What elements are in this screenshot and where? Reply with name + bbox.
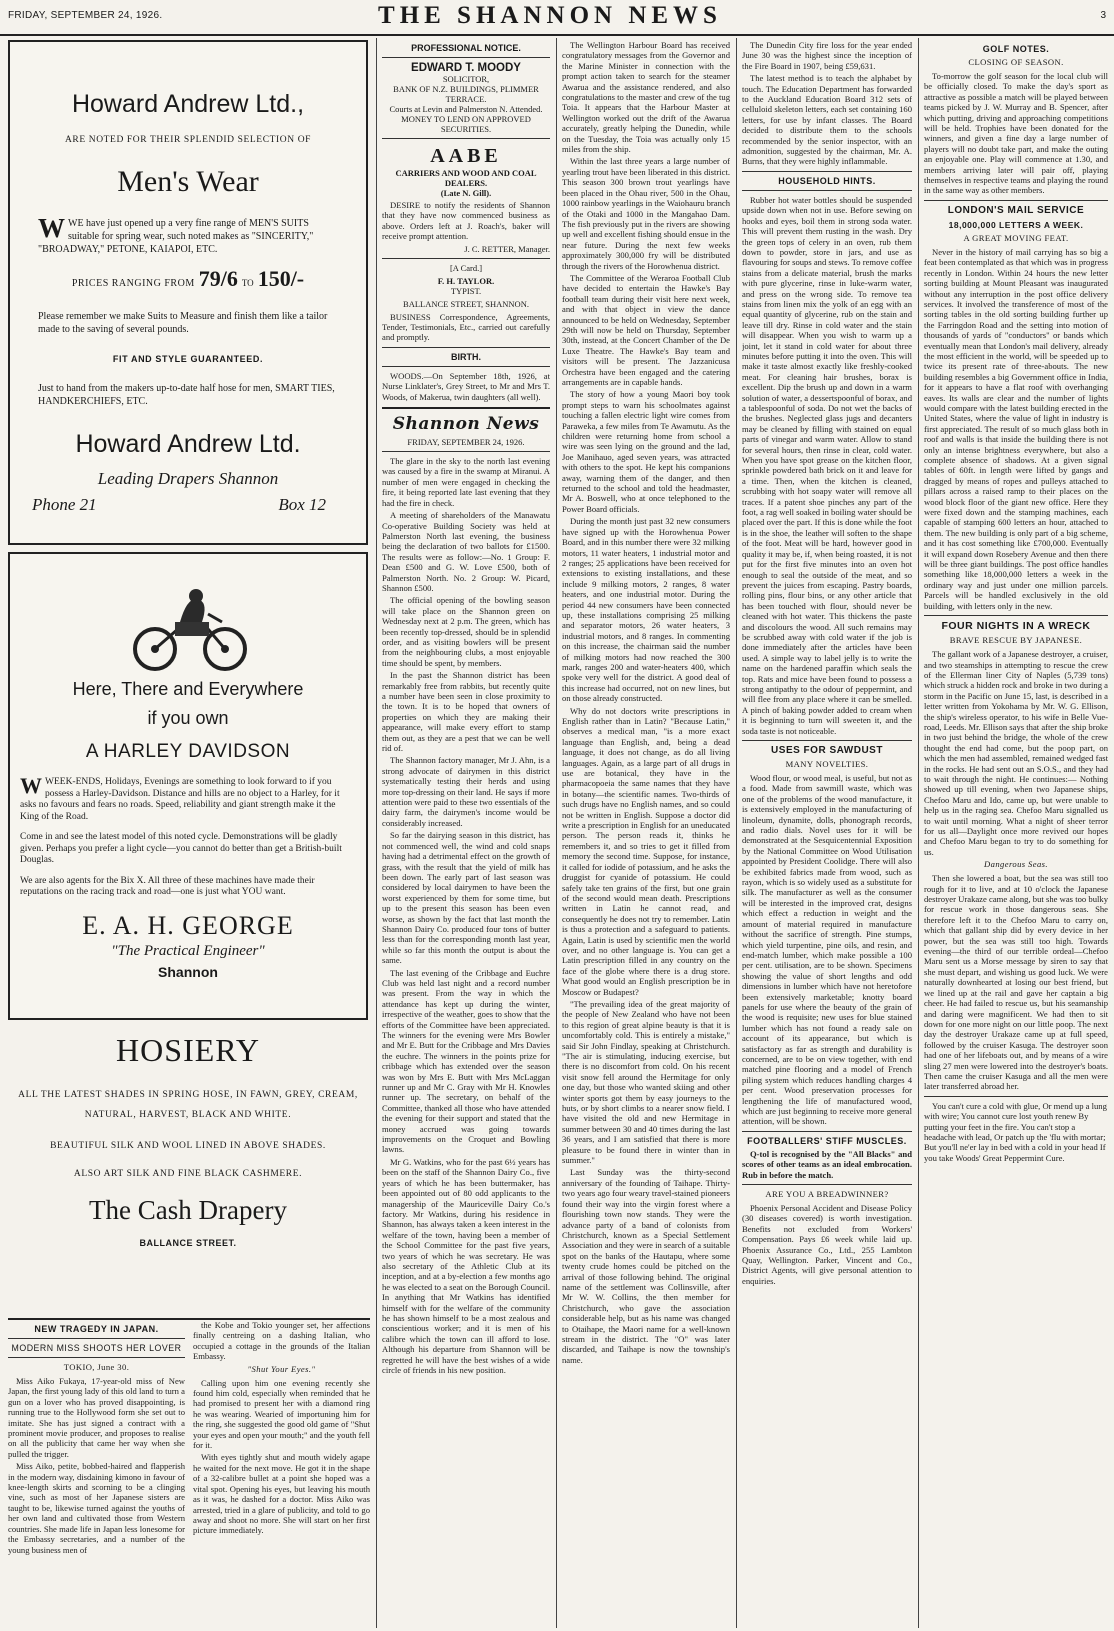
ad-box: Box 12 [278, 495, 326, 514]
breadwinner-headline: ARE YOU A BREADWINNER? [765, 1189, 889, 1200]
issue-date: FRIDAY, SEPTEMBER 24, 1926. [8, 10, 163, 21]
wreck-headline: FOUR NIGHTS IN A WRECK [941, 620, 1091, 633]
store-street: BALLANCE STREET. [139, 1238, 237, 1248]
column-3 [562, 40, 730, 1628]
ad-body: WWE have just opened up a very fine range of MEN'S SUITS suitable for spring wear, such noted makes as "SINCERITY," "BROADWAY," PETONE, KAIAPOI, ETC. [38, 213, 314, 255]
column-rule [376, 38, 377, 1628]
divider [742, 740, 912, 741]
article-subhead: MODERN MISS SHOOTS HER LOVER [11, 1343, 182, 1353]
motorcycle-illustration [130, 584, 250, 674]
divider [382, 258, 550, 259]
dealer-name: E. A. H. GEORGE [82, 910, 294, 940]
ad-line2: if you own [147, 708, 229, 728]
column-5: GOLF NOTES. CLOSING OF SEASON. To-morrow the golf season for the local club will be officially closed. To make the day's sport as attractive as possible a match will be played between teams picked by J. W. Murray and B. Spencer, after which putting, driving and approaching competitions will be held. Trophies have been donated for the winners, and given a fine day a large number of players will no doubt take part, and make the outing an enjoyable one. Play will commence at 1.30, and members arriving later will pair off, playing themselves in respective teams and playing the round in the same way as other members. LONDON'S MAIL SERVICE 18,000,000 LETTERS A WEEK. A GREAT MOVING FEAT. Never in the history of mail carrying has so big a feat been contemplated as that which was in progress recently in London. Within 24 hours the new letter sorting building at Mount Pleasant was inaugurated without any interruption in the post office delivery services. It involved the transference of most of the sorting tables in the old sorting building further up the Farringdon Road and the setting into motion of thousands of yards of "conductors" or bands which eventually mean that London's mail delivery, already the most efficient in the world, will be speeded up to twice its present rate of three-abouts. The new building resembles a big Government office in India, for it appears to have a flat roof with overhanging eaves. Its walls are clear and the number of lights would compare with the latest building erected in the United States, where the value of light in industry is first appreciated. The result of so much glass both in roof and walls is that inside the building there is not only an intense brightness everywhere, but also a complete absence of shadows. At a given signal tables of 60ft. in length were lifted by gangs and dragged by means of ropes and pulleys attached to pillars across a raised ramp to their places on the wood block floor of the giant new office. Here they were fixed down and the stamping machines, each capable of stamping 600 letters an hour, attached to them. The new building is only part of a big scheme, and it has cost something like £700,000. Eventually it will expand down Rosebery Avenue and then there will be three giant buildings. The post office handles something like 18,000,000 letters a week in the ordinary way and just under one million parcels. Parcels will be handled exclusively in the old building, with letters only in the new. FOUR NIGHTS IN A WRECK BRAVE RESCUE BY JAPANESE. The gallant work of a Japanese destroyer, a cruiser, and two steamships in attempting to rescue the crew of the Ellerman liner City of Naples (5,739 tons) which struck a hidden rock and broke in two during a storm in the Pacific on June 15, last, is described in a letter written from Yokohama by Mr. W. G. Ellison, the ship's wireless operator, to his wife in Belle Vue-road, Leeds. Mr. Ellison says that after the ship broke in two just behind the bridge, the whole of the crew thought the end had come, but the poop part, on which the men had assembled, remained wedged fast in the rocks. He had sent out an S.O.S., and they had to wait through the night. He continues:— Nothing showed up till evening, when two Japanese ships, Chefoo Maru and Ido, came up, but were unable to help us in the raging sea. Chefoo Maru signalled us to wait until morning. What a night of sheer terror for us all—Daylight once more revived our hopes and Chefoo Maru began to try to do something for us. Dangerous Seas. Then she lowered a boat, but the sea was still too rough for it to live, and at 10 o'clock the Japanese destroyer Urakaze came along, but she was too bulky for rescue work in those dangerous seas. She therefore left it to the Chefoo Maru to carry on, which that gallant ship did by every device in her power, but the sea was still too high. Towards evening—the third of our terrible ordeal—Chefoo Maru sent us a Morse message by siren to say that she must depart, and wishing us good luck. We were naturally downhearted at losing our best friend, but we lined up at the rail and gave her captain a big cheer. He had failed to rescue us, but his seamanship and daring were magnificent. We had then to sit down for one more night on our little poop. The next day the destroyer Urakaze came up at full speed, followed by the cruiser Kasuga. The destroyer soon had one of her lifeboats out, and by means of a wire sling 27 men were lowered into the destroyer's boats. Then came the cruiser Kasuga and all the men were later transferred abroad her. You can't cure a cold with glue, Or mend up a lung with wire; You cannot cure lost youth renew By putting your feet in the fire. You can't stop a headache with lead, Or patch up the 'flu with mortar; But you'll ne'er lay in bed with a cold in your head If you take Woods' Great Peppermint Cure. [924, 44, 1108, 1163]
divider [382, 407, 550, 409]
ad-body-p2: Come in and see the latest model of this noted cycle. Demonstrations will be gladly given. Perhaps you prefer a light cycle—you cannot do better than get a British-built Douglas. [20, 832, 342, 865]
store-name: The Cash Drapery [89, 1195, 287, 1225]
ad-prices: PRICES RANGING FROM 79/6 TO 150/- [71, 266, 305, 291]
professional-notice-head: PROFESSIONAL NOTICE. [411, 43, 521, 53]
article-body: Miss Aiko Fukaya, 17-year-old miss of New Japan, the first young lady of this old land to turn a gun on a lover who has proved disappointing, is running true to the Hollywood form she set out to imitate. She has just signed a contract with a prominent movie producer, and proposes to realise on all the publicity that came her way when she pulled the trigger. Miss Aiko, petite, bobbed-haired and flapperish in the modern way, disdaining kimono in favour of knee-length skirts and scorning to be a clinging vine, such as most of her Japanese sisters are taught to be, likewise turned against the youths of her own land and cultivated those from Western countries. She made life in Japan less lonesome for the Embassy secretaries, and a number of the young business men of [8, 1376, 185, 1555]
aabe-body: DESIRE to notify the residents of Shannon that they have now commenced business as above. Orders left at J. Roach's, baker will receive prompt attention. [382, 200, 550, 242]
divider [742, 1184, 912, 1185]
column-rule [918, 38, 919, 1628]
paper-title: THE SHANNON NEWS [378, 2, 722, 29]
column-rule [556, 38, 557, 1628]
article-subhead: "Shut Your Eyes." [247, 1363, 316, 1374]
hosiery-l1: ALL THE LATEST SHADES IN SPRING HOSE, IN FAWN, GREY, CREAM, NATURAL, HARVEST, BLACK AND WHITE. [18, 1090, 358, 1120]
divider [924, 1096, 1108, 1097]
ad-product: Men's Wear [117, 165, 259, 198]
dealer-town: Shannon [158, 963, 218, 980]
birth-head: BIRTH. [451, 351, 481, 362]
divider [382, 451, 550, 452]
solicitor-name: EDWARD T. MOODY [411, 62, 521, 74]
ad-line3: A HARLEY DAVIDSON [85, 741, 291, 762]
divider [924, 200, 1108, 201]
japan-subcol-2 [193, 1320, 370, 1557]
divider [382, 347, 550, 348]
divider [382, 366, 550, 367]
dateline: TOKIO, June 30. [63, 1362, 130, 1372]
article-body: Calling upon him one evening recently she found him cold, especially when reminded that he had promised to present her with a diamond ring he was wearing. Wearied of importuning him for the ring, she suggested the good old game of "Shut your eyes and open your mouth;" and the youth fell for it. With eyes tightly shut and mouth widely agape he waited for the next move. He got it in the shape of a 32-calibre bullet at a point she hoped was a vital spot. Opening his eyes, but leaving his mouth as it was, he dashed for a doctor. Miss Aiko was arrested, tried in a glare of publicity, and told to go away and shoot no more. She will start on her first picture immediately. [193, 1377, 370, 1536]
divider [742, 1131, 912, 1132]
sawdust-headline: USES FOR SAWDUST [771, 745, 883, 756]
article-body: the Kobe and Tokio younger set, her affections finally centreing on a dashing Italian, who occupied a cottage in the grounds of the Italian Embassy. [193, 1320, 370, 1362]
hosiery-title: HOSIERY [116, 1032, 260, 1068]
news-items: The Wellington Harbour Board has received congratulatory messages from the Governor and the Marine Minister in connection with the prompt action taken to search for the steamer Awarua and the assistance rendered, and also congratulations to the master and crew of the tug Toia. It appears that the Harbour Master at Wellington worked out the drift of the Awarua accurately, greatly helping the Dunedin, while on the Tuesday, the Toia was actually only 15 miles from the ship. Within the last three years a large number of yearling trout have been liberated in this district. This season 300 brown trout yearlings have been placed in the Ohau river, 500 in the Ohau, 1000 rainbow yearlings in the Waiohauru branch of the Otaki and 1000 in the Mangahao Dam. The fish previously put in the rivers are showing up well and excellent fishing should ensue in the near future. During the next few weeks approximately 300,000 fry will be distributed through the rivers of the Horowhenua district. The Committee of the Weraroa Football Club have decided to entertain the Hawke's Bay football team during their visit here next week, and with that object in view the dance announced to be held on Wednesday, September 29th will now be held on Thursday, September 30th, instead, at the Concert Chamber of the De Luxe Theatre. The Hawke's Bay team and visitors will be present. The Jazzanicusa Orchestra have been engaged and the catering arrangements are in capable hands. The story of how a young Maori boy took prompt steps to warn his schoolmates against touching a fallen electric light wire comes from Paraweka, a few miles from Te Awamutu. As the children were returning home from school a wire was seen lying on the ground and the lad, Joe Manihauo, aged seven years, was attracted with others to the spot. He kept his companions away, warning them of the danger, and then returned to the school and told the headmaster, Mr A. Boswell, who at once telephoned to the Power Board officials. During the month just past 32 new consumers have signed up with the Horowhenua Power Board, and in this number there were 32 milking motors, 11 water heaters, 1 industrial motor and 2 ranges; 25 applications have been received for extensions to existing installations, and these include 9 milking motors, 2 ranges, 8 water heaters, and one industrial motor. During the period 44 new consumers have been connected up, these installations comprising 25 milking and separator motors, 26 water heaters, 3 industrial motors, and 8 ranges. In commenting on this increase, the chairman said the number of milking motors had now reached the 300 mark, ranges 200 and water-heaters 400, which spoke very well for the district. A good deal of this increase had occurred, not on new lines, but on those already constructed. Why do not doctors write prescriptions in English rather than in Latin? "Because Latin," observes a medical man, "is a more exact language than English, and, being a dead language, it does not change, as do all living languages. Again, as a large part of all drugs in use are botanical, they have in the pharmacopoeia the same names that they have in botany—the scientific names. Two-thirds of such drugs have no English names, and so could not be written in English. Suppose a doctor did write a prescription in English for an uneducated person. The person reads it, thinks he remembers it, and so tries to get it filled from memory the second time. Suppose, for instance, it called for iodide of potassium, and he asks the druggist for cyanide of potassium. He could safely take ten grains of the first, but one grain of the second would mean death. Prescriptions written in Latin he cannot read, and consequently he does not try to remember. Latin is thus a protection and a safeguard to patients. Again, Latin is used by scientific men the world over, and no other language is. You can get a Latin prescription filled in any country on the face of the globe where there is a drug store. What good would an English prescription be in Moscow or Budapest? "The prevailing idea of the great majority of the people of New Zealand who have not been to this region of great alpine beauty is that it is uncomfortably cold. This is entirely a mistake," said Sir John Findlay, speaking at Christchurch. "The air is stimulating, inducing exercise, but there is no discomfort from cold. On his recent visit snow fell around the Hermitage for only one day, but those who wanted skiing and other winter sports got them by easy journeys to the huts, or by short climbs to a nearer snow field. I have visited the old and new Hermitage in summer between 30 and 40 times during the last 36 years, and I am satisfied that there is more pleasure to be found there in winter than in summer." Last Sunday was the thirty-second anniversary of the founding of Taihape. Thirty-two years ago four weary travel-stained pioneers found their way into the virgin forest where a flourishing town now stands. They were the advance party of a band of colonists from Christchurch, known as a Special Settlement Association and they were in search of a suitable spot on the banks of the Hautapu, where some twenty crude homes could be pitched on the arrival of those following behind. The original name of the settlement was Collinsville, after Mr W. W. Collins, the then member for Christchurch, who gave the association considerable help, but as his name was changed to Otaihape, the Maori name for a well-known stream in the district. The "O" was later discarded, and Taihape is now the township's name. [562, 40, 730, 1365]
ad-contact [10, 489, 366, 515]
dropcap: W [38, 213, 65, 243]
japan-subcol-1 [8, 1320, 185, 1557]
column-4: The Dunedin City fire loss for the year ended June 30 was the highest since the inception of the Fire Board in 1907, being £59,631. The latest method is to teach the alphabet by touch. The Education Department has forwarded to the Auckland Education Board 312 sets of celluloid skeleton letters, each set containing 160 letters, for use by infant classes. The Board decided to distribute them to the schools recommended by the senior inspector, with an admonition, suggested by the chairman, Mr. A. Burns, that they were highly inflammable. HOUSEHOLD HINTS. Rubber hot water bottles should be suspended upside down when not in use. Before sewing on hooks and eyes, boil them in strong soda water. This will prevent them rusting in the wash. Dry the green tops of celery in an oven, rub them down to powder, store in jars, and use as flavouring for soups and stews. To remove coffee stains from a delicate material, brush the marks with pure glycerine, rinse in luke-warm water, and press on the wrong side. To remove tea stains from linen mix the yolk of an egg with an equal quantity of glycerine, rub on the stain and leave till dry. Rinse in cold water and the stain will disappear. When you wish to warm up a joint, let it stand in cold water for about three minutes before putting it into the oven. This will make it taste almost exactly like freshly-cooked meat. For cleaning hair brushes, borax is excellent. Dip the brush up and down in a warm solution of water, a dessertspoonful of borax, and a tablespoonful of soda. Do not wet the backs of the brushes. Neglected glass jugs and decanters may be cleaned by filling with stained on equal parts of vinegar and warm water. Allow to stand for several hours, then rinse in clear, cold water. When you have spot grease on the kitchen floor, sprinkle powdered bath brick on it and leave for a time. Then, when the kitchen is cleaned, scrubbing with hot soapy water will remove all traces. If a patent shoe pinches any part of the foot, a rag well soaked in boiling water should be placed over the part. If this is done while the foot is in the shoe, the leather will soften to the shape of the foot. Meat will be hard, however good in quality it may be, if, when being roasted, it is not put for the first five minutes into an oven hot enough to seal the outside of the meat, and so prevent the juices from escaping. Pastry boards, rolling pins, flour bins, or any other article that has been touched with flour, should never be cleaned with hot water. This thickens the paste and discolours the wood. All such remains may be scrubbed away with cold water if the job is done immediately after the articles have been used. A simple way to label jelly is to write the name on the hardened paraffin which seals the top. Rats and mice have been found to possess a strong antipathy to the odour of peppermint, and will flee from any place where it can be smelled. A pinch of baking powder added to cream when it is beginning to turn will sweeten it, and the soda taste is not noticeable. USES FOR SAWDUST MANY NOVELTIES. Wood flour, or wood meal, is useful, but not as a food. Made from sawmill waste, which was one of the problems of the wood manufacture, it is extensively employed in the manufacturing of linoleum, dynamite, dolls, phonograph records, and radio dials. Novel uses for it will be demonstrated at the Sesquicentennial Exposition by the National Committee on Wood Utilisation appointed by President Coolidge. There will also be exhibited fabrics made from wood, such as rayon, which is so widely used as a substitute for silk. The manufacturer as well as the consumer will be interested in the improved crat, designs which effect a reduction in weight and the amount of material required in manufacture without the sacrifice of strength. Pine stumps, which yield turpentine, pine oils, and resin, and end-match lumber, which make possible a 100 per cent. utilisation, are to be shown. Specimens showing the value of short lengths and odd dimensions in lumber which have not heretofore been extensively marketable; knotty board panels for use where the beauty of the grain of the wood is requisite; new uses for blue stained lumber which has not found a ready sale on account of its appearance, but which is satisfactory as far as strength and durability is concerned, are to be on view together, with end matched pine flooring and a model of French piling system which reduces handling charges 4 per cent. Wood preservation processes for lengthening the life of manufactured wood, which are just beginning to receive more general attention, will be shown. FOOTBALLERS' STIFF MUSCLES. Q-tol is recognised by the "All Blacks" and scores of other teams as an ideal embrocation. Rub in before the match. ARE YOU A BREADWINNER? Phoenix Personal Accident and Disease Policy (30 diseases covered) is worth investigation. Benefits not excluded from Workers' Compensation. Pays £6 week while laid up. Phoenix Assurance Co., Ltd., 255 Lambton Quay, Wellington. Parker, Vincent and Co., District Agents, will give personal attention to enquiries. [742, 40, 912, 1286]
divider [8, 1338, 185, 1339]
hosiery-l3: ALSO ART SILK AND FINE BLACK CASHMERE. [73, 1169, 303, 1179]
ad-guarantee: FIT AND STYLE GUARANTEED. [112, 354, 264, 364]
mail-headline: LONDON'S MAIL SERVICE [947, 204, 1085, 216]
masthead [0, 0, 1114, 36]
hints-headline: HOUSEHOLD HINTS. [778, 175, 876, 186]
footballers-headline: FOOTBALLERS' STIFF MUSCLES. [747, 1135, 907, 1146]
ad-drapers: Leading Drapers Shannon [97, 469, 279, 488]
ad-measure: Please remember we make Suits to Measure and finish them like a tailor made to the saving of several pounds. [38, 311, 328, 335]
aabe-heading: AABE [430, 145, 502, 167]
ad-body-p1: WWEEK-ENDS, Holidays, Evenings are something to look forward to if you possess a Harley-Davidson. Distance and hills are no object to a Harley, for it asks no favours and fears no roads. Speed, reliability and giant strength make it the King of the Road. [20, 773, 340, 822]
divider [8, 1357, 185, 1358]
divider [382, 138, 550, 139]
golf-headline: GOLF NOTES. [982, 44, 1050, 54]
ad-body-p3: We are also agents for the Bix X. All three of these machines have made their reputations on the racing track and road—one is just what YOU want. [20, 875, 315, 897]
column-2: PROFESSIONAL NOTICE. EDWARD T. MOODY SOLICITOR, BANK OF N.Z. BUILDINGS, PLIMMER TERRACE. Courts at Levin and Palmerston N. Attended. MONEY TO LEND ON APPROVED SECURITIES. AABE CARRIERS AND WOOD AND COAL DEALERS. (Late N. Gill). DESIRE to notify the residents of Shannon that they have now commenced business as above. Orders left at J. Roach's, baker will receive prompt attention. J. C. RETTER, Manager. [A Card.] F. H. TAYLOR. TYPIST. BALLANCE STREET, SHANNON. BUSINESS Correspondence, Agreements, Tender, Testimonials, Etc., carried out carefully and promptly. BIRTH. WOODS.—On September 18th, 1926, at Nurse Linklater's, Grey Street, to Mr and Mrs T. Woods, of Makerua, twin daughters (all well). Shannon News FRIDAY, SEPTEMBER 24, 1926. The glare in the sky to the north last evening was caused by a fire in the swamp at Miranui. A number of men were engaged in checking the fire, it being reported late last evening that they had the fire in check. A meeting of shareholders of the Manawatu Co-operative Building Society was held at Palmerston North last evening, the business being the declaration of two ballots for £1500. The results were as follow:—No. 1 Group: F. Dean £500 and G. W. Love £500, both of Palmerston North. No. 2 Group: W. Picard, Shannon £500. The official opening of the bowling season will take place on the Shannon green on Wednesday next at 2 p.m. The green, which has been recently top-dressed, should be in splendid order, and as visiting bowlers will be present from the neighbouring clubs, a most enjoyable time should be spent, by members. In the past the Shannon district has been remarkably free from rabbits, but recently quite a number have been seen in close proximity to the town. It is to be hoped that owners of properties on which they are making their appearance, will make every effort to stamp them out, as they are a pest that we can be well rid of. The Shannon factory manager, Mr J. Ahn, is a strong advocate of dairymen in this district systematically testing their herds and using more top-dressing on their land. He says if more attention were paid to these two essentials of the dairy farm, the dairymen's income would be considerably increased. So far the dairying season in this district, has not commenced well, the wind and cold snaps having had a detrimental effect on the growth of grass, with the result that the yield of milk has been down. The early part of last season was considered by local dairymen to have been the worst experienced by them for some time, but up to the present this season has been even worse, as shown by the fact that last month the Shannon Dairy Co. produced four tons of butter less than for the corresponding month last year, while so far this month the output is about the same. The last evening of the Cribbage and Euchre Club was held last night and a record number was present. From the way in which the attendance has kept up during the winter, irrespective of the weather, goes to show that the efforts of the Committee have been appreciated. The winners for the evening were Mrs Bowler and Mr E. Butt for the Cribbage and Mrs Davies the euchre. The winners in the points prize for cribbage which has extended over the season was won by Mrs E. Butt with Mrs McLaggan runner up and Mr C. Gray with Mr H. Knowles runner up. The secretary, on behalf of the Committee, thanked all those who have attended the evening for their support and stated that the money accrued was going towards improvements on the Croquet and Bowling lawns. Mr G. Watkins, who for the past 6½ years has been on the staff of the Shannon Dairy Co., five years of which he has been buttermaker, has been appointed out of 80 odd applicants to the managership of the Mauriceville Dairy Co.'s factory. Mr Watkins, during his residence in Shannon, has always taken a keen interest in the welfare of the town, having been a member of the School Committee for the past five years, two years of which he was secretary. He was also secretary of the Athletic Club at its inception, and at a by-election a few months ago he was elected to a seat on the Borough Council. In anything that Mr Watkins has identified himself with for the welfare of the community he has shown himself to be a most zealous and conscientious worker; and it is men of his calibre which the town can ill afford to lose. Although his departure from Shannon will be regretted he will have the best wishes of a wide circle of friends in his new position. [382, 43, 550, 1375]
typist-name: F. H. TAYLOR. [437, 275, 495, 286]
divider [742, 190, 912, 191]
divider [924, 615, 1108, 616]
harley-davidson-ad [8, 552, 368, 1020]
ad-phone: Phone 21 [32, 495, 97, 514]
verse-ad: You can't cure a cold with glue, Or mend up a lung with wire; You cannot cure lost youth renew By putting your feet in the fire. You can't stop a headache with lead, Or patch up the 'flu with mortar; But you'll ne'er lay in bed with a cold in your head If you take Woods' Great Peppermint Cure. [924, 1100, 1107, 1163]
japan-article [8, 1318, 370, 1628]
divider [382, 57, 550, 58]
ad-hats: Just to hand from the makers up-to-date half hose for men, SMART TIES, HANDKERCHIEFS, ETC. [38, 383, 335, 407]
editorial-title: Shannon News [392, 414, 540, 435]
column-rule [736, 38, 737, 1628]
article-headline: NEW TRAGEDY IN JAPAN. [34, 1324, 159, 1334]
ad-company-title: Howard Andrew Ltd., [71, 90, 305, 118]
ad-tagline: ARE NOTED FOR THEIR SPLENDID SELECTION OF [64, 135, 312, 145]
page-number: 3 [1100, 10, 1106, 21]
ad-company-name: Howard Andrew Ltd. [75, 430, 301, 458]
dropcap: W [20, 773, 42, 798]
howard-andrew-ad [8, 40, 368, 545]
editorial-body: The glare in the sky to the north last evening was caused by a fire in the swamp at Miranui. A number of men were engaged in checking the fire, it being reported late last evening that they had the fire in check. A meeting of shareholders of the Manawatu Co-operative Building Society was held at Palmerston North last evening, the business being the declaration of two ballots for £1500. The results were as follow:—No. 1 Group: F. Dean £500 and G. W. Love £500, both of Palmerston North. No. 2 Group: W. Picard, Shannon £500. The official opening of the bowling season will take place on the Shannon green on Wednesday next at 2 p.m. The green, which has been recently top-dressed, should be in splendid order, and as visiting bowlers will be present from the neighbouring clubs, a most enjoyable time should be spent, by members. In the past the Shannon district has been remarkably free from rabbits, but recently quite a number have been seen in close proximity to the town. It is to be hoped that owners of properties on which they are making their appearance, will make every effort to stamp them out, as they are a pest that we can be well rid of. The Shannon factory manager, Mr J. Ahn, is a strong advocate of dairymen in this district systematically testing their herds and using more top-dressing on their land. He says if more attention were paid to these two essentials of the dairy farm, the dairymen's income would be considerably increased. So far the dairying season in this district, has not commenced well, the wind and cold snaps having had a detrimental effect on the growth of grass, with the result that the yield of milk has been down. The early part of last season was considered by local dairymen to have been the worst experienced by them for some time, but up to the present this season has been even worse, as shown by the fact that last month the Shannon Dairy Co. produced four tons of butter less than for the corresponding month last year, while so far this month the output is about the same. The last evening of the Cribbage and Euchre Club was held last night and a record number was present. From the way in which the attendance has kept up during the winter, irrespective of the weather, goes to show that the efforts of the Committee have been appreciated. The winners for the evening were Mrs Bowler and Mr E. Butt for the Cribbage and Mrs Davies the euchre. The winners in the points prize for cribbage which has extended over the season was won by Mrs E. Butt with Mrs McLaggan runner up and Mr C. Gray with Mr H. Knowles runner up. The secretary, on behalf of the Committee, thanked all those who have attended the evening for their support and stated that the money accrued was going towards improvements on the Croquet and Bowling lawns. Mr G. Watkins, who for the past 6½ years has been on the staff of the Shannon Dairy Co., five years of which he has been buttermaker, has been appointed out of 80 odd applicants to the managership of the Mauriceville Dairy Co.'s factory. Mr Watkins, during his residence in Shannon, has always taken a keen interest in the welfare of the town, having been a member of the School Committee for the past five years, two years of which he was secretary. He was also secretary of the Athletic Club at its inception, and at a by-election a few months ago he was elected to a seat on the Borough Council. In anything that Mr Watkins has identified himself with for the welfare of the community he has shown himself to be a most zealous and conscientious worker; and it is men of his calibre which the town can ill afford to lose. Although his departure from Shannon will be regretted he will have the best wishes of a wide circle of friends in his new position. [382, 456, 550, 1375]
divider [742, 171, 912, 172]
dealer-tagline: "The Practical Engineer" [111, 942, 265, 959]
hosiery-ad [8, 1024, 368, 1314]
ad-line1: Here, There and Everywhere [72, 679, 304, 699]
hosiery-l2: BEAUTIFUL SILK AND WOOL LINED IN ABOVE SHADES. [50, 1141, 326, 1151]
